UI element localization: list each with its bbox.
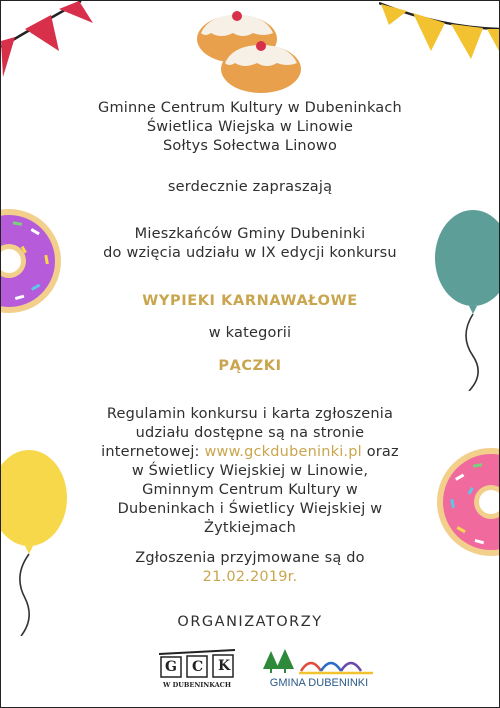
deadline-block	[1, 549, 499, 587]
header-line-2: Świetlica Wiejska w Linowie	[146, 119, 354, 135]
gck-logo	[157, 646, 237, 692]
contest-title: WYPIEKI KARNAWAŁOWE	[142, 293, 358, 309]
audience-block	[1, 225, 499, 263]
website-link[interactable]: www.gckdubeninki.pl	[204, 444, 362, 460]
rules-line-3-suffix: oraz	[361, 444, 399, 460]
rules-line-5: Gminnym Centrum Kultury w	[142, 482, 358, 498]
rules-line-3-prefix: internetowej:	[101, 444, 205, 460]
invite-text: serdecznie zapraszają	[167, 179, 333, 195]
header-line-3: Sołtys Sołectwa Linowo	[162, 138, 338, 154]
header-block	[1, 99, 499, 156]
gck-letter-k: K	[218, 658, 231, 674]
bunting-left-icon	[1, 1, 111, 81]
rules-line-6: Dubeninkach i Świetlicy Wiejskiej w	[117, 501, 383, 517]
header-line-1: Gminne Centrum Kultury w Dubeninkach	[98, 100, 402, 116]
gck-letter-g: G	[165, 659, 177, 675]
gck-caption: W DUBENINKACH	[163, 681, 231, 689]
gmina-emblem-icon	[261, 649, 377, 675]
audience-line-2: do wzięcia udziału w IX edycji konkursu	[103, 245, 397, 261]
category-label: w kategorii	[208, 325, 292, 341]
gmina-caption: GMINA DUBENINKI	[269, 677, 369, 689]
rules-line-3	[1, 443, 499, 462]
deadline-line-1: Zgłoszenia przyjmowane są do	[135, 550, 365, 566]
bunting-right-icon	[379, 1, 499, 71]
rules-line-1: Regulamin konkursu i karta zgłoszenia	[106, 406, 394, 422]
category-name: PĄCZKI	[218, 358, 282, 374]
organizers-title: ORGANIZATORZY	[177, 614, 323, 630]
rules-line-7: Żytkiejmach	[204, 520, 296, 536]
rules-line-2: udziału dostępne są na stronie	[135, 425, 365, 441]
rules-block	[1, 405, 499, 538]
gmina-logo	[261, 649, 377, 693]
gck-letter-c: C	[192, 659, 204, 675]
audience-line-1: Mieszkańców Gminy Dubeninki	[134, 226, 366, 242]
deadline-date: 21.02.2019r.	[202, 569, 298, 585]
rules-line-4: w Świetlicy Wiejskiej w Linowie,	[131, 463, 369, 479]
paczki-icon	[193, 7, 305, 95]
